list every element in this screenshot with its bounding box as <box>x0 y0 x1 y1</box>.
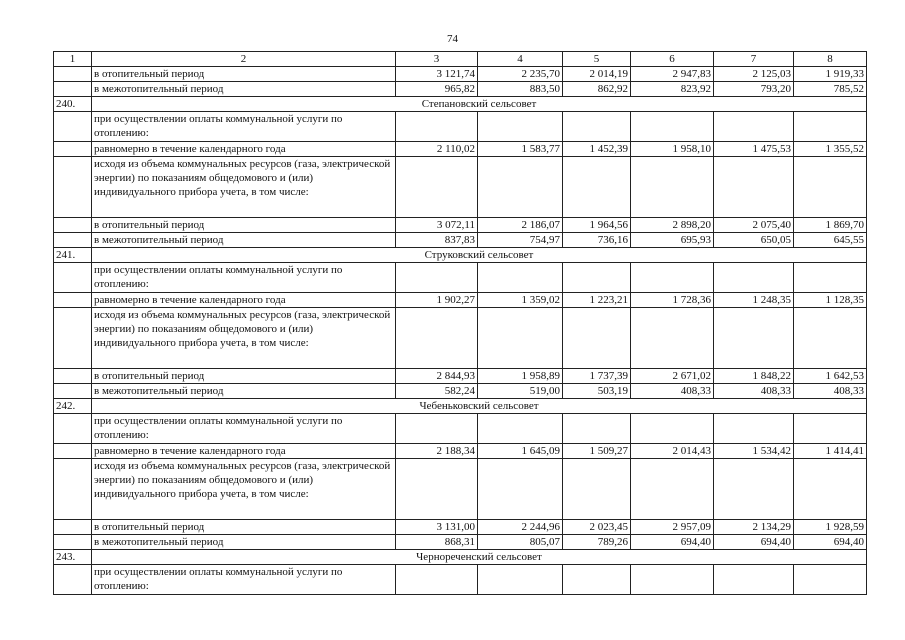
row-label: равномерно в течение календарного года <box>92 444 396 459</box>
value-cell: 789,26 <box>563 535 631 550</box>
row-label: в межотопительный период <box>92 233 396 248</box>
value-cell <box>563 414 631 444</box>
row-label: исходя из объема коммунальных ресурсов (газа, электрической энергии) по показаниям общедомового и (или) индивидуального прибора учета, в том числе: <box>92 157 396 218</box>
value-cell: 2 957,09 <box>631 520 714 535</box>
section-name: Степановский сельсовет <box>92 97 867 112</box>
value-cell: 1 414,41 <box>794 444 867 459</box>
row-label: при осуществлении оплаты коммунальной услуги по отоплению: <box>92 112 396 142</box>
table-row <box>54 384 867 399</box>
row-label: равномерно в течение календарного года <box>92 293 396 308</box>
value-cell: 1 645,09 <box>478 444 563 459</box>
value-cell <box>631 565 714 595</box>
value-cell <box>563 308 631 369</box>
value-cell: 837,83 <box>396 233 478 248</box>
section-index: 243. <box>54 550 92 565</box>
value-cell: 823,92 <box>631 82 714 97</box>
value-cell: 862,92 <box>563 82 631 97</box>
row-label: в отопительный период <box>92 67 396 82</box>
value-cell: 582,24 <box>396 384 478 399</box>
section-name: Чернореченский сельсовет <box>92 550 867 565</box>
value-cell <box>396 157 478 218</box>
value-cell: 3 072,11 <box>396 218 478 233</box>
value-cell: 2 235,70 <box>478 67 563 82</box>
value-cell: 408,33 <box>794 384 867 399</box>
row-label: в межотопительный период <box>92 384 396 399</box>
value-cell: 793,20 <box>714 82 794 97</box>
row-index-cell <box>54 520 92 535</box>
table-row <box>54 218 867 233</box>
value-cell: 1 902,27 <box>396 293 478 308</box>
row-label: исходя из объема коммунальных ресурсов (газа, электрической энергии) по показаниям общедомового и (или) индивидуального прибора учета, в том числе: <box>92 308 396 369</box>
value-cell: 1 248,35 <box>714 293 794 308</box>
value-cell: 2 134,29 <box>714 520 794 535</box>
value-cell: 2 188,34 <box>396 444 478 459</box>
value-cell: 695,93 <box>631 233 714 248</box>
value-cell: 408,33 <box>714 384 794 399</box>
row-index-cell <box>54 535 92 550</box>
value-cell <box>396 308 478 369</box>
column-header: 6 <box>631 52 714 67</box>
value-cell <box>396 263 478 293</box>
row-index-cell <box>54 444 92 459</box>
table-row <box>54 459 867 520</box>
value-cell: 736,16 <box>563 233 631 248</box>
value-cell <box>631 308 714 369</box>
value-cell: 2 014,43 <box>631 444 714 459</box>
value-cell: 2 947,83 <box>631 67 714 82</box>
value-cell <box>714 308 794 369</box>
value-cell <box>714 263 794 293</box>
value-cell: 408,33 <box>631 384 714 399</box>
value-cell: 519,00 <box>478 384 563 399</box>
value-cell: 1 958,89 <box>478 369 563 384</box>
section-header-row <box>54 248 867 263</box>
value-cell: 754,97 <box>478 233 563 248</box>
value-cell <box>631 263 714 293</box>
row-label: при осуществлении оплаты коммунальной услуги по отоплению: <box>92 565 396 595</box>
value-cell: 2 671,02 <box>631 369 714 384</box>
value-cell <box>631 459 714 520</box>
section-header-row <box>54 97 867 112</box>
table-row <box>54 233 867 248</box>
section-index: 242. <box>54 399 92 414</box>
value-cell <box>478 308 563 369</box>
value-cell <box>563 459 631 520</box>
column-header: 1 <box>54 52 92 67</box>
value-cell <box>714 459 794 520</box>
value-cell <box>714 565 794 595</box>
value-cell <box>794 459 867 520</box>
value-cell: 1 359,02 <box>478 293 563 308</box>
section-header-row <box>54 550 867 565</box>
page-number: 74 <box>447 33 458 45</box>
table-row <box>54 67 867 82</box>
value-cell: 2 110,02 <box>396 142 478 157</box>
column-header: 5 <box>563 52 631 67</box>
value-cell: 1 355,52 <box>794 142 867 157</box>
column-header: 4 <box>478 52 563 67</box>
value-cell: 1 128,35 <box>794 293 867 308</box>
value-cell: 1 475,53 <box>714 142 794 157</box>
table-row <box>54 520 867 535</box>
value-cell: 2 186,07 <box>478 218 563 233</box>
row-index-cell <box>54 218 92 233</box>
table-row <box>54 308 867 369</box>
row-label: при осуществлении оплаты коммунальной услуги по отоплению: <box>92 263 396 293</box>
value-cell <box>714 157 794 218</box>
value-cell: 868,31 <box>396 535 478 550</box>
value-cell: 1 848,22 <box>714 369 794 384</box>
row-index-cell <box>54 308 92 369</box>
value-cell <box>478 459 563 520</box>
row-index-cell <box>54 414 92 444</box>
table-row <box>54 535 867 550</box>
table-row <box>54 82 867 97</box>
value-cell <box>563 565 631 595</box>
value-cell: 694,40 <box>631 535 714 550</box>
value-cell: 1 869,70 <box>794 218 867 233</box>
value-cell: 2 014,19 <box>563 67 631 82</box>
value-cell: 1 728,36 <box>631 293 714 308</box>
value-cell: 503,19 <box>563 384 631 399</box>
value-cell <box>631 157 714 218</box>
row-index-cell <box>54 82 92 97</box>
table-row <box>54 293 867 308</box>
row-index-cell <box>54 384 92 399</box>
value-cell: 694,40 <box>714 535 794 550</box>
row-label: в межотопительный период <box>92 82 396 97</box>
table-row <box>54 369 867 384</box>
value-cell <box>563 157 631 218</box>
column-header: 7 <box>714 52 794 67</box>
value-cell: 2 244,96 <box>478 520 563 535</box>
value-cell <box>794 157 867 218</box>
value-cell <box>396 112 478 142</box>
row-label: в межотопительный период <box>92 535 396 550</box>
row-label: исходя из объема коммунальных ресурсов (газа, электрической энергии) по показаниям общедомового и (или) индивидуального прибора учета, в том числе: <box>92 459 396 520</box>
row-label: при осуществлении оплаты коммунальной услуги по отоплению: <box>92 414 396 444</box>
section-name: Струковский сельсовет <box>92 248 867 263</box>
value-cell <box>396 459 478 520</box>
value-cell <box>794 263 867 293</box>
value-cell <box>794 112 867 142</box>
row-label: равномерно в течение календарного года <box>92 142 396 157</box>
value-cell: 1 958,10 <box>631 142 714 157</box>
value-cell: 645,55 <box>794 233 867 248</box>
value-cell <box>396 565 478 595</box>
value-cell <box>794 414 867 444</box>
value-cell: 965,82 <box>396 82 478 97</box>
value-cell <box>563 263 631 293</box>
row-label: в отопительный период <box>92 369 396 384</box>
value-cell <box>478 263 563 293</box>
column-header: 2 <box>92 52 396 67</box>
row-index-cell <box>54 142 92 157</box>
value-cell: 2 075,40 <box>714 218 794 233</box>
value-cell: 2 844,93 <box>396 369 478 384</box>
section-index: 241. <box>54 248 92 263</box>
tariff-table <box>53 51 867 595</box>
row-index-cell <box>54 369 92 384</box>
table-row <box>54 414 867 444</box>
value-cell: 1 737,39 <box>563 369 631 384</box>
section-index: 240. <box>54 97 92 112</box>
column-header: 3 <box>396 52 478 67</box>
value-cell <box>478 157 563 218</box>
column-header: 8 <box>794 52 867 67</box>
value-cell: 1 964,56 <box>563 218 631 233</box>
value-cell <box>478 414 563 444</box>
table-row <box>54 142 867 157</box>
row-label: в отопительный период <box>92 218 396 233</box>
value-cell: 2 898,20 <box>631 218 714 233</box>
value-cell: 1 642,53 <box>794 369 867 384</box>
value-cell: 694,40 <box>794 535 867 550</box>
value-cell <box>794 565 867 595</box>
table-row <box>54 112 867 142</box>
value-cell: 650,05 <box>714 233 794 248</box>
value-cell: 1 928,59 <box>794 520 867 535</box>
value-cell <box>714 112 794 142</box>
table-row <box>54 444 867 459</box>
value-cell <box>794 308 867 369</box>
table-header-row <box>54 52 867 67</box>
row-index-cell <box>54 263 92 293</box>
section-header-row <box>54 399 867 414</box>
value-cell: 2 125,03 <box>714 67 794 82</box>
table-row <box>54 263 867 293</box>
value-cell: 3 121,74 <box>396 67 478 82</box>
value-cell <box>563 112 631 142</box>
table-row <box>54 157 867 218</box>
row-index-cell <box>54 233 92 248</box>
row-index-cell <box>54 157 92 218</box>
value-cell: 1 223,21 <box>563 293 631 308</box>
value-cell: 805,07 <box>478 535 563 550</box>
value-cell <box>478 565 563 595</box>
table-row <box>54 565 867 595</box>
row-index-cell <box>54 112 92 142</box>
value-cell <box>478 112 563 142</box>
value-cell <box>631 112 714 142</box>
row-index-cell <box>54 565 92 595</box>
value-cell: 1 919,33 <box>794 67 867 82</box>
section-name: Чебеньковский сельсовет <box>92 399 867 414</box>
value-cell <box>714 414 794 444</box>
value-cell: 1 534,42 <box>714 444 794 459</box>
value-cell <box>396 414 478 444</box>
value-cell: 1 583,77 <box>478 142 563 157</box>
value-cell: 785,52 <box>794 82 867 97</box>
value-cell: 2 023,45 <box>563 520 631 535</box>
value-cell <box>631 414 714 444</box>
row-label: в отопительный период <box>92 520 396 535</box>
value-cell: 1 509,27 <box>563 444 631 459</box>
value-cell: 3 131,00 <box>396 520 478 535</box>
row-index-cell <box>54 459 92 520</box>
row-index-cell <box>54 67 92 82</box>
value-cell: 1 452,39 <box>563 142 631 157</box>
row-index-cell <box>54 293 92 308</box>
value-cell: 883,50 <box>478 82 563 97</box>
